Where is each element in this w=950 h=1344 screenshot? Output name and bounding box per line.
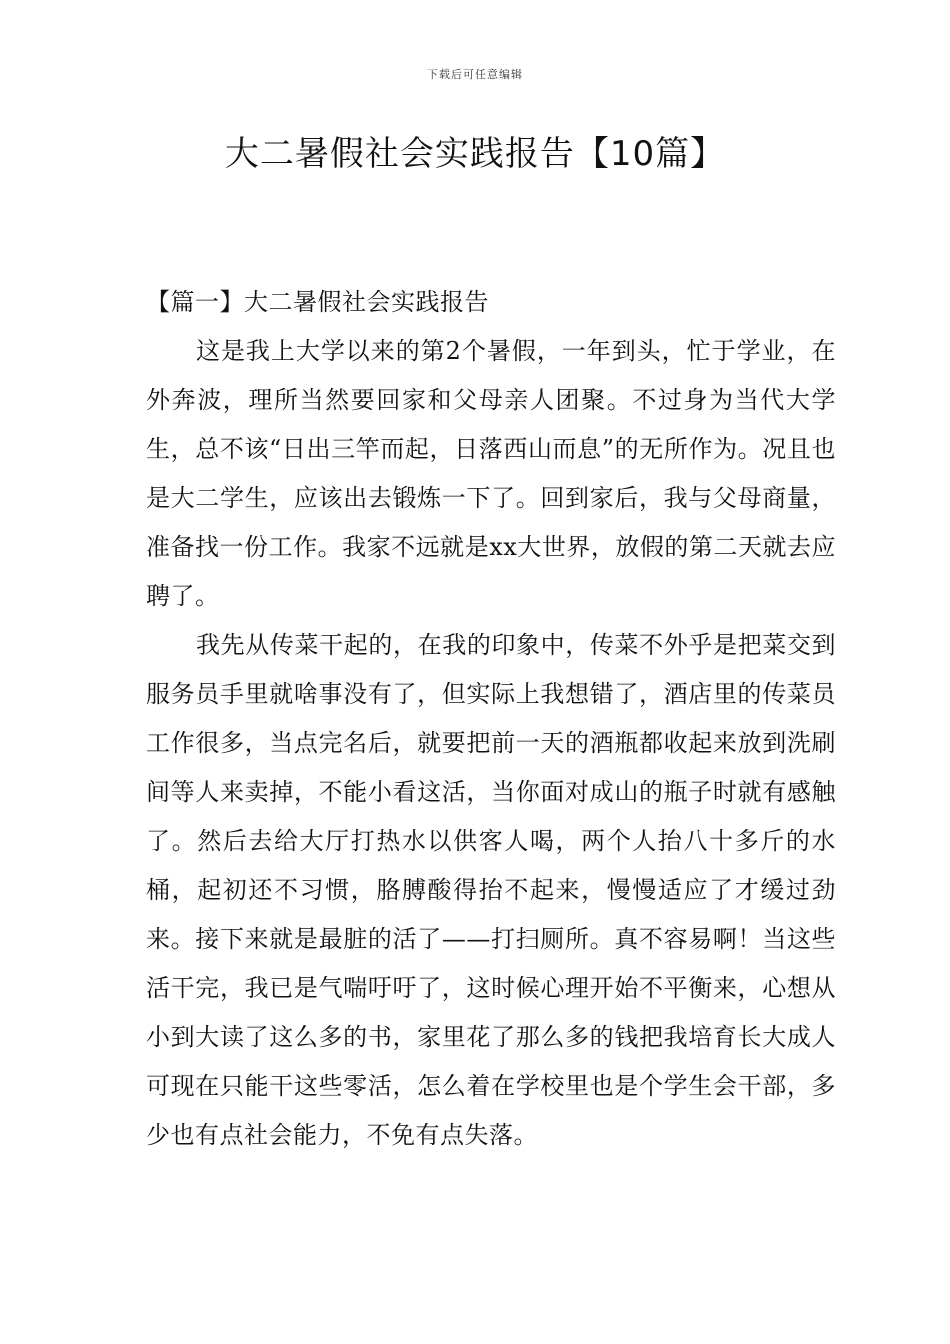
paragraph: 我先从传菜干起的，在我的印象中，传菜不外乎是把菜交到服务员手里就啥事没有了，但实际上我想错了，酒店里的传菜员工作很多，当点完名后，就要把前一天的酒瓶都收起来放到洗刷间等人来卖掉，不能小看这活，当你面对成山的瓶子时就有感触了。然后去给大厅打热水以供客人喝，两个人抬八十多斤的水桶，起初还不习惯，胳膊酸得抬不起来，慢慢适应了才缓过劲来。接下来就是最脏的活了——打扫厕所。真不容易啊！当这些活干完，我已是气喘吁吁了，这时候心理开始不平衡来，心想从小到大读了这么多的书，家里花了那么多的钱把我培育长大成人可现在只能干这些零活，怎么着在学校里也是个学生会干部，多少也有点社会能力，不免有点失落。 <box>146 631 836 1149</box>
paragraph: 这是我上大学以来的第2个暑假，一年到头，忙于学业，在外奔波，理所当然要回家和父母亲人团聚。不过身为当代大学生，总不该“日出三竿而起，日落西山而息”的无所作为。况且也是大二学生，应该出去锻炼一下了。回到家后，我与父母商量，准备找一份工作。我家不远就是xx大世界，放假的第二天就去应聘了。 <box>146 337 836 610</box>
section-heading: 【篇一】大二暑假社会实践报告 <box>146 288 489 316</box>
document-body <box>146 278 836 1160</box>
header-note: 下载后可任意编辑 <box>427 68 523 81</box>
document-title: 大二暑假社会实践报告【10篇】 <box>224 134 726 174</box>
